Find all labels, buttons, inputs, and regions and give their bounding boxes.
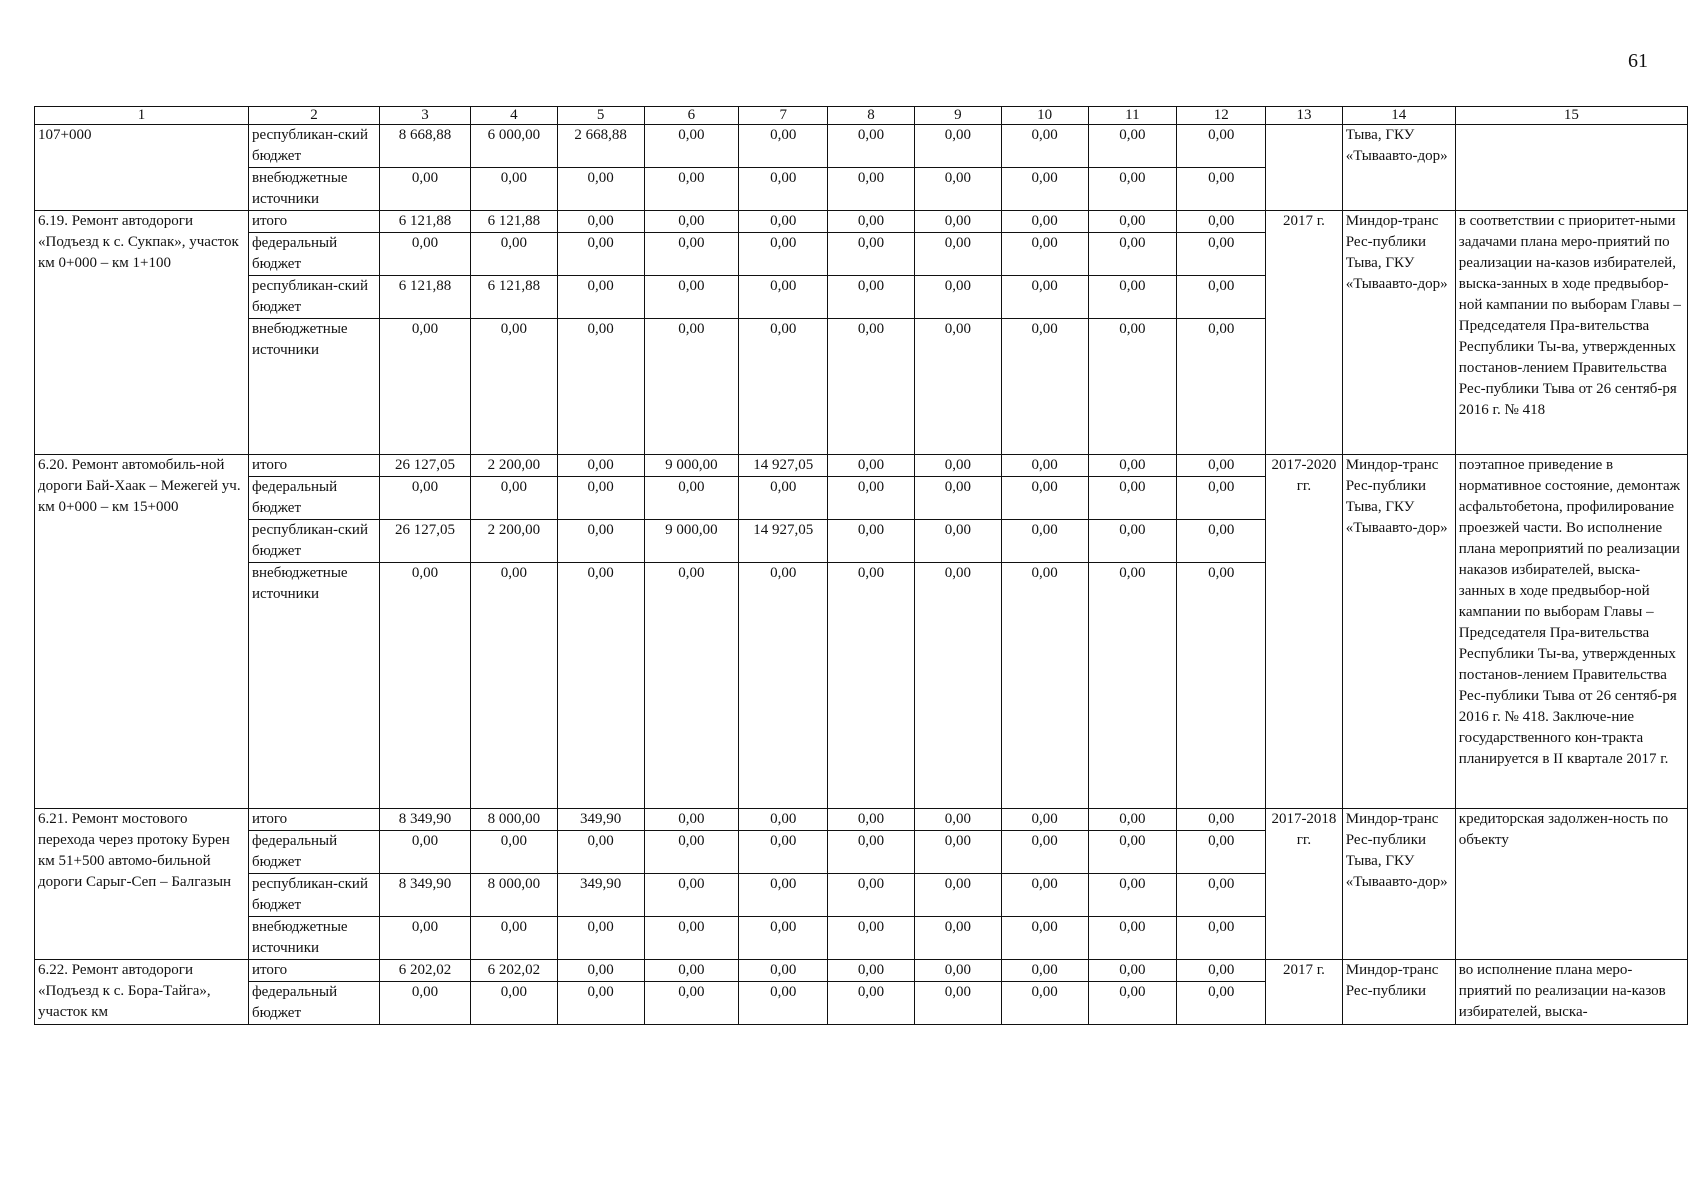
value-cell: 0,00: [1088, 520, 1177, 563]
value-cell: 0,00: [739, 477, 828, 520]
value-cell: 2 200,00: [470, 520, 557, 563]
value-cell: 0,00: [557, 917, 644, 960]
value-cell: 0,00: [1001, 455, 1088, 477]
value-cell: 8 349,90: [380, 874, 471, 917]
item-name-cell: 107+000: [35, 125, 249, 211]
column-number-cell: 10: [1001, 107, 1088, 125]
value-cell: 0,00: [1177, 168, 1266, 211]
value-cell: 0,00: [380, 563, 471, 809]
value-cell: 0,00: [1177, 319, 1266, 455]
value-cell: 0,00: [1088, 319, 1177, 455]
value-cell: 0,00: [557, 563, 644, 809]
column-number-cell: 9: [914, 107, 1001, 125]
value-cell: 0,00: [828, 960, 915, 982]
value-cell: 0,00: [1177, 276, 1266, 319]
value-cell: 0,00: [739, 233, 828, 276]
value-cell: 0,00: [1001, 809, 1088, 831]
value-cell: 0,00: [914, 520, 1001, 563]
value-cell: 0,00: [1088, 168, 1177, 211]
funding-source-cell: итого: [248, 211, 379, 233]
value-cell: 0,00: [644, 982, 739, 1025]
value-cell: 0,00: [1001, 831, 1088, 874]
funding-source-cell: внебюджетные источники: [248, 168, 379, 211]
value-cell: 8 668,88: [380, 125, 471, 168]
column-number-cell: 12: [1177, 107, 1266, 125]
value-cell: 0,00: [914, 276, 1001, 319]
value-cell: 0,00: [914, 477, 1001, 520]
value-cell: 0,00: [914, 233, 1001, 276]
table-row: [35, 211, 1688, 233]
value-cell: 0,00: [828, 233, 915, 276]
value-cell: 6 121,88: [470, 211, 557, 233]
value-cell: 0,00: [828, 168, 915, 211]
value-cell: 0,00: [739, 960, 828, 982]
period-cell: 2017 г.: [1266, 211, 1343, 455]
value-cell: 0,00: [739, 276, 828, 319]
funding-source-cell: республикан-ский бюджет: [248, 276, 379, 319]
funding-source-cell: федеральный бюджет: [248, 477, 379, 520]
value-cell: 0,00: [1001, 477, 1088, 520]
value-cell: 0,00: [1177, 563, 1266, 809]
value-cell: 0,00: [828, 809, 915, 831]
value-cell: 0,00: [1001, 960, 1088, 982]
value-cell: 0,00: [470, 563, 557, 809]
value-cell: 0,00: [1177, 809, 1266, 831]
value-cell: 0,00: [1177, 874, 1266, 917]
funding-source-cell: республикан-ский бюджет: [248, 874, 379, 917]
column-number-cell: 4: [470, 107, 557, 125]
value-cell: 0,00: [739, 211, 828, 233]
value-cell: 0,00: [1001, 874, 1088, 917]
value-cell: 0,00: [1001, 982, 1088, 1025]
value-cell: 0,00: [1177, 211, 1266, 233]
value-cell: 0,00: [828, 982, 915, 1025]
value-cell: 0,00: [1001, 520, 1088, 563]
value-cell: 0,00: [557, 233, 644, 276]
value-cell: 0,00: [1001, 168, 1088, 211]
period-cell: [1266, 125, 1343, 211]
value-cell: 0,00: [470, 477, 557, 520]
value-cell: 14 927,05: [739, 520, 828, 563]
funding-source-cell: республикан-ский бюджет: [248, 520, 379, 563]
value-cell: 0,00: [1088, 831, 1177, 874]
value-cell: 0,00: [644, 831, 739, 874]
value-cell: 0,00: [739, 168, 828, 211]
value-cell: 0,00: [1001, 319, 1088, 455]
value-cell: 6 202,02: [470, 960, 557, 982]
value-cell: 26 127,05: [380, 520, 471, 563]
column-number-cell: 7: [739, 107, 828, 125]
funding-source-cell: внебюджетные источники: [248, 319, 379, 455]
funding-source-cell: внебюджетные источники: [248, 917, 379, 960]
item-name-cell: 6.20. Ремонт автомобиль-ной дороги Бай-Хаак – Межегей уч. км 0+000 – км 15+000: [35, 455, 249, 809]
column-number-cell: 2: [248, 107, 379, 125]
value-cell: 0,00: [914, 125, 1001, 168]
column-number-cell: 6: [644, 107, 739, 125]
page-number: 61: [1628, 50, 1648, 72]
value-cell: 0,00: [828, 874, 915, 917]
item-name-cell: 6.21. Ремонт мостового перехода через протоку Бурен км 51+500 автомо-бильной дороги Сарыг-Сеп – Балгазын: [35, 809, 249, 960]
executor-cell: Тыва, ГКУ «Тываавто-дор»: [1342, 125, 1455, 211]
column-number-cell: 5: [557, 107, 644, 125]
value-cell: 0,00: [380, 831, 471, 874]
value-cell: 0,00: [828, 477, 915, 520]
value-cell: 0,00: [1177, 233, 1266, 276]
value-cell: 0,00: [914, 168, 1001, 211]
value-cell: 0,00: [828, 211, 915, 233]
funding-source-cell: внебюджетные источники: [248, 563, 379, 809]
value-cell: 9 000,00: [644, 520, 739, 563]
funding-source-cell: итого: [248, 960, 379, 982]
value-cell: 0,00: [380, 233, 471, 276]
note-cell: в соответствии с приоритет-ными задачами плана меро-приятий по реализации на-казов избирателей, выска-занных в ходе предвыбор-ной кампании по выборам Главы – Председателя Пра-вительства Республики Ты-ва, утвержденных постанов-лением Правительства Рес-публики Тыва от 26 сентяб-ря 2016 г. № 418: [1455, 211, 1687, 455]
value-cell: 0,00: [1177, 831, 1266, 874]
value-cell: 0,00: [644, 233, 739, 276]
value-cell: 0,00: [470, 831, 557, 874]
value-cell: 0,00: [914, 874, 1001, 917]
value-cell: 0,00: [1177, 917, 1266, 960]
value-cell: 0,00: [644, 809, 739, 831]
executor-cell: Миндор-транс Рес-публики Тыва, ГКУ «Тываавто-дор»: [1342, 455, 1455, 809]
funding-source-cell: федеральный бюджет: [248, 831, 379, 874]
value-cell: 0,00: [1177, 477, 1266, 520]
item-name-cell: 6.19. Ремонт автодороги «Подъезд к с. Сукпак», участок км 0+000 – км 1+100: [35, 211, 249, 455]
value-cell: 0,00: [828, 276, 915, 319]
value-cell: 0,00: [644, 917, 739, 960]
value-cell: 0,00: [470, 917, 557, 960]
value-cell: 0,00: [1088, 211, 1177, 233]
period-cell: 2017-2018 гг.: [1266, 809, 1343, 960]
value-cell: 0,00: [1177, 982, 1266, 1025]
value-cell: 0,00: [914, 917, 1001, 960]
value-cell: 0,00: [557, 276, 644, 319]
header-row: [35, 107, 1688, 125]
executor-cell: Миндор-транс Рес-публики Тыва, ГКУ «Тываавто-дор»: [1342, 809, 1455, 960]
value-cell: 0,00: [557, 982, 644, 1025]
value-cell: 0,00: [470, 982, 557, 1025]
value-cell: 0,00: [380, 319, 471, 455]
value-cell: 0,00: [828, 831, 915, 874]
value-cell: 6 000,00: [470, 125, 557, 168]
value-cell: 0,00: [828, 125, 915, 168]
value-cell: 0,00: [644, 125, 739, 168]
value-cell: 0,00: [380, 168, 471, 211]
value-cell: 0,00: [1177, 455, 1266, 477]
period-cell: 2017 г.: [1266, 960, 1343, 1025]
value-cell: 0,00: [1088, 276, 1177, 319]
value-cell: 0,00: [380, 982, 471, 1025]
note-cell: [1455, 125, 1687, 211]
funding-source-cell: федеральный бюджет: [248, 233, 379, 276]
value-cell: 0,00: [914, 211, 1001, 233]
value-cell: 0,00: [739, 125, 828, 168]
value-cell: 0,00: [739, 809, 828, 831]
column-number-cell: 14: [1342, 107, 1455, 125]
value-cell: 0,00: [470, 319, 557, 455]
table-row: [35, 455, 1688, 477]
value-cell: 0,00: [1088, 563, 1177, 809]
value-cell: 8 000,00: [470, 874, 557, 917]
value-cell: 349,90: [557, 809, 644, 831]
budget-table: [34, 106, 1688, 1025]
funding-source-cell: республикан-ский бюджет: [248, 125, 379, 168]
value-cell: 0,00: [557, 520, 644, 563]
value-cell: 0,00: [828, 520, 915, 563]
value-cell: 8 349,90: [380, 809, 471, 831]
value-cell: 0,00: [1088, 960, 1177, 982]
value-cell: 2 200,00: [470, 455, 557, 477]
value-cell: 6 121,88: [380, 276, 471, 319]
value-cell: 0,00: [739, 563, 828, 809]
value-cell: 0,00: [470, 233, 557, 276]
funding-source-cell: итого: [248, 455, 379, 477]
value-cell: 9 000,00: [644, 455, 739, 477]
value-cell: 0,00: [557, 168, 644, 211]
table-row: [35, 809, 1688, 831]
value-cell: 0,00: [1001, 211, 1088, 233]
period-cell: 2017-2020 гг.: [1266, 455, 1343, 809]
value-cell: 0,00: [739, 917, 828, 960]
value-cell: 0,00: [1001, 233, 1088, 276]
value-cell: 0,00: [739, 874, 828, 917]
value-cell: 0,00: [828, 563, 915, 809]
value-cell: 0,00: [557, 455, 644, 477]
value-cell: 6 121,88: [470, 276, 557, 319]
executor-cell: Миндор-транс Рес-публики: [1342, 960, 1455, 1025]
value-cell: 0,00: [739, 982, 828, 1025]
value-cell: 0,00: [914, 960, 1001, 982]
table-row: [35, 960, 1688, 982]
value-cell: 0,00: [1177, 960, 1266, 982]
value-cell: 0,00: [644, 874, 739, 917]
value-cell: 0,00: [644, 960, 739, 982]
value-cell: 0,00: [1088, 477, 1177, 520]
column-number-cell: 15: [1455, 107, 1687, 125]
value-cell: 0,00: [557, 211, 644, 233]
value-cell: 0,00: [914, 831, 1001, 874]
column-number-cell: 11: [1088, 107, 1177, 125]
value-cell: 0,00: [1088, 455, 1177, 477]
value-cell: 26 127,05: [380, 455, 471, 477]
note-cell: поэтапное приведение в нормативное состояние, демонтаж асфальтобетона, профилирование проезжей части. Во исполнение плана мероприятий по реализации наказов избирателей, выска-занных в ходе предвыбор-ной кампании по выборам Главы – Председателя Пра-вительства Республики Ты-ва, утвержденных постанов-лением Правительства Рес-публики Тыва от 26 сентяб-ря 2016 г. № 418. Заключе-ние государственного кон-тракта планируется в II квартале 2017 г.: [1455, 455, 1687, 809]
value-cell: 0,00: [739, 319, 828, 455]
funding-source-cell: итого: [248, 809, 379, 831]
value-cell: 0,00: [739, 831, 828, 874]
value-cell: 6 202,02: [380, 960, 471, 982]
value-cell: 0,00: [557, 960, 644, 982]
value-cell: 8 000,00: [470, 809, 557, 831]
value-cell: 0,00: [1001, 276, 1088, 319]
funding-source-cell: федеральный бюджет: [248, 982, 379, 1025]
value-cell: 6 121,88: [380, 211, 471, 233]
value-cell: 0,00: [1088, 874, 1177, 917]
value-cell: 0,00: [914, 982, 1001, 1025]
value-cell: 2 668,88: [557, 125, 644, 168]
value-cell: 0,00: [1177, 520, 1266, 563]
value-cell: 0,00: [828, 319, 915, 455]
column-number-cell: 1: [35, 107, 249, 125]
value-cell: 0,00: [470, 168, 557, 211]
value-cell: 0,00: [914, 809, 1001, 831]
value-cell: 0,00: [1088, 917, 1177, 960]
value-cell: 0,00: [380, 477, 471, 520]
value-cell: 0,00: [828, 455, 915, 477]
value-cell: 0,00: [557, 319, 644, 455]
value-cell: 0,00: [644, 276, 739, 319]
value-cell: 0,00: [1001, 563, 1088, 809]
column-number-cell: 3: [380, 107, 471, 125]
column-number-cell: 8: [828, 107, 915, 125]
value-cell: 0,00: [1088, 233, 1177, 276]
value-cell: 0,00: [1088, 125, 1177, 168]
value-cell: 0,00: [644, 477, 739, 520]
value-cell: 0,00: [828, 917, 915, 960]
note-cell: кредиторская задолжен-ность по объекту: [1455, 809, 1687, 960]
value-cell: 0,00: [914, 455, 1001, 477]
column-number-cell: 13: [1266, 107, 1343, 125]
value-cell: 0,00: [644, 168, 739, 211]
value-cell: 0,00: [1001, 917, 1088, 960]
value-cell: 0,00: [1177, 125, 1266, 168]
value-cell: 0,00: [644, 563, 739, 809]
value-cell: 0,00: [644, 211, 739, 233]
value-cell: 0,00: [914, 319, 1001, 455]
value-cell: 0,00: [1088, 982, 1177, 1025]
value-cell: 0,00: [1001, 125, 1088, 168]
value-cell: 349,90: [557, 874, 644, 917]
value-cell: 0,00: [557, 831, 644, 874]
table-row: [35, 125, 1688, 168]
value-cell: 0,00: [914, 563, 1001, 809]
value-cell: 0,00: [1088, 809, 1177, 831]
value-cell: 0,00: [380, 917, 471, 960]
item-name-cell: 6.22. Ремонт автодороги «Подъезд к с. Бора-Тайга», участок км: [35, 960, 249, 1025]
value-cell: 14 927,05: [739, 455, 828, 477]
executor-cell: Миндор-транс Рес-публики Тыва, ГКУ «Тываавто-дор»: [1342, 211, 1455, 455]
value-cell: 0,00: [644, 319, 739, 455]
value-cell: 0,00: [557, 477, 644, 520]
note-cell: во исполнение плана меро-приятий по реализации на-казов избирателей, выска-: [1455, 960, 1687, 1025]
